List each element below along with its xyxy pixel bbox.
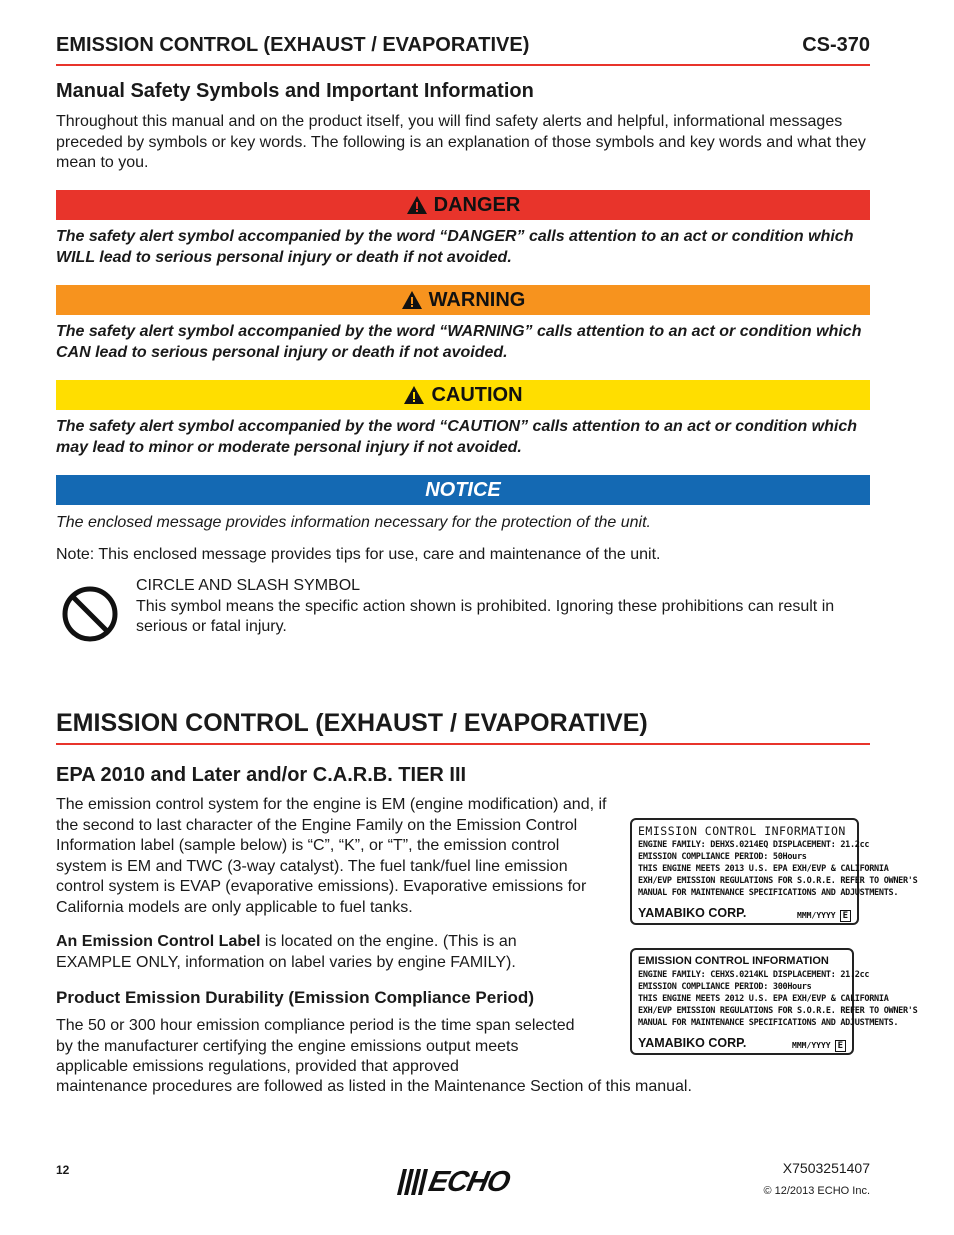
notice-text: The enclosed message provides information necessary for the protection of the unit. [56, 514, 651, 531]
copyright: © 12/2013 ECHO Inc. [763, 1185, 870, 1197]
label1-head: EMISSION CONTROL INFORMATION [638, 824, 846, 838]
emission-para-1: The emission control system for the engine is EM (engine modification) and, if the second to last character of the Engine Family on the Emission Control Information label (sample below) is “C”, “K”, or “T”, the emission control system is EM and TWC (3-way catalyst). The fuel tank/fuel line emission control system is EVAP (evaporative emissions). Evaporative emissions for California models are only applicable to fuel tanks. [56, 796, 607, 916]
caution-label: CAUTION [431, 383, 523, 406]
safety-heading: Manual Safety Symbols and Important Information [56, 80, 534, 102]
echo-logo [395, 1165, 545, 1199]
label2-line-4: EXH/EVP EMISSION REGULATIONS FOR S.O.R.E. REFER TO OWNER'S [638, 1006, 918, 1016]
durability-text-2: maintenance procedures are followed as listed in the Maintenance Section of this manual. [56, 1078, 692, 1095]
emission-heading: EMISSION CONTROL (EXHAUST / EVAPORATIVE) [56, 709, 648, 737]
label2-date: MMM/YYYY [792, 1041, 831, 1050]
label1-line-2: EMISSION COMPLIANCE PERIOD: 50Hours [638, 852, 807, 862]
label1-line-3: THIS ENGINE MEETS 2013 U.S. EPA EXH/EVP & CALIFORNIA [638, 864, 889, 874]
durability-heading: Product Emission Durability (Emission Compliance Period) [56, 988, 534, 1007]
caution-text: The safety alert symbol accompanied by the word “CAUTION” calls attention to an act or condition which may lead to minor or moderate personal injury if not avoided. [56, 418, 858, 456]
label1-date: MMM/YYYY [797, 911, 836, 920]
danger-banner [56, 190, 870, 220]
alert-triangle-icon [401, 290, 423, 310]
label1-corp: YAMABIKO CORP. [638, 905, 747, 920]
circle-slash-block [136, 576, 870, 638]
emission-label-sample-1 [630, 818, 918, 925]
label2-e-mark: E [835, 1040, 846, 1052]
circle-slash-text: This symbol means the specific action shown is prohibited. Ignoring these prohibitions can result in serious or fatal injury. [136, 597, 835, 635]
echo-logo-text: ECHO [425, 1166, 513, 1198]
notice-label: NOTICE [425, 478, 501, 501]
emission-subheading: EPA 2010 and Later and/or C.A.R.B. TIER III [56, 764, 467, 786]
page-header-title: EMISSION CONTROL (EXHAUST / EVAPORATIVE) [56, 34, 530, 56]
circle-slash-title: CIRCLE AND SLASH SYMBOL [136, 577, 361, 594]
label1-line-1: ENGINE FAMILY: DEHXS.0214EQ DISPLACEMENT: 21.2cc [638, 840, 870, 850]
label-intro-rest: is located on the engine. (This is an EXAMPLE ONLY, information on label varies by engine FAMILY). [56, 933, 517, 971]
warning-banner [56, 285, 870, 315]
prohibited-icon [60, 584, 120, 644]
alert-triangle-icon [406, 195, 428, 215]
label2-line-1: ENGINE FAMILY: CEHXS.0214KL DISPLACEMENT: 21.2cc [638, 970, 870, 980]
label2-line-3: THIS ENGINE MEETS 2012 U.S. EPA EXH/EVP & CALIFORNIA [638, 994, 889, 1004]
label2-footer [638, 1033, 846, 1052]
section-rule [56, 743, 870, 745]
page-number: 12 [56, 1163, 70, 1177]
page-header-model: CS-370 [802, 34, 870, 56]
label1-line-5: MANUAL FOR MAINTENANCE SPECIFICATIONS AND ADJUSTMENTS. [638, 888, 899, 898]
alert-triangle-icon [403, 385, 425, 405]
warning-text: The safety alert symbol accompanied by the word “WARNING” calls attention to an act or condition which CAN lead to serious personal injury or death if not avoided. [56, 323, 862, 361]
emission-label-intro [56, 932, 576, 973]
label2-corp: YAMABIKO CORP. [638, 1035, 747, 1050]
safety-intro: Throughout this manual and on the product itself, you will find safety alerts and helpful, informational messages preceded by symbols or key words. The following is an explanation of those symbols and key words and what they mean to you. [56, 113, 866, 171]
label2-head: EMISSION CONTROL INFORMATION [638, 955, 829, 967]
danger-label: DANGER [433, 193, 521, 216]
label1-line-4: EXH/EVP EMISSION REGULATIONS FOR S.O.R.E. REFER TO OWNER'S [638, 876, 918, 886]
label1-footer [638, 903, 851, 922]
note-text: Note: This enclosed message provides tips for use, care and maintenance of the unit. [56, 546, 661, 563]
label1-e-mark: E [840, 910, 851, 922]
emission-label-sample-2 [630, 948, 918, 1055]
label2-line-2: EMISSION COMPLIANCE PERIOD: 300Hours [638, 982, 812, 992]
durability-text-1: The 50 or 300 hour emission compliance period is the time span selected by the manufacturer certifying the engine emissions output meets applicable emissions regulations, provided that approved [56, 1017, 575, 1075]
header-rule [56, 64, 870, 66]
caution-banner [56, 380, 870, 410]
part-number: X7503251407 [782, 1160, 870, 1176]
danger-text: The safety alert symbol accompanied by the word “DANGER” calls attention to an act or condition which WILL lead to serious personal injury or death if not avoided. [56, 228, 854, 266]
label-intro-bold: An Emission Control Label [56, 933, 261, 950]
warning-label: WARNING [428, 288, 526, 311]
notice-banner [56, 475, 870, 505]
label2-line-5: MANUAL FOR MAINTENANCE SPECIFICATIONS AND ADJUSTMENTS. [638, 1018, 899, 1028]
